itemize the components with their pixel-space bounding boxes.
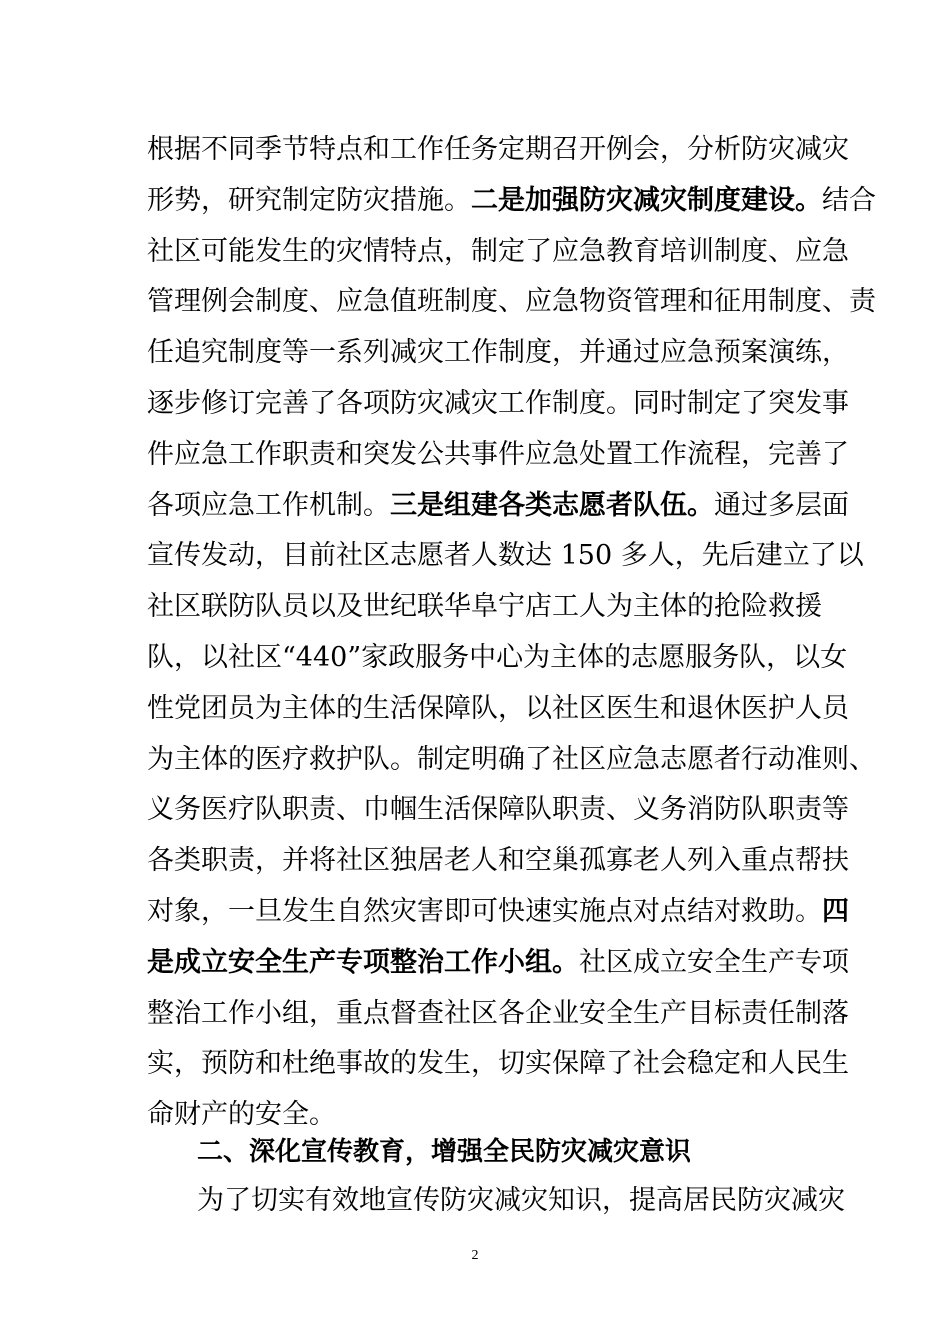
line-text: 各类职责，并将社区独居老人和空巢孤寡老人列入重点帮扶 xyxy=(147,845,849,876)
line-text: 实，预防和杜绝事故的发生，切实保障了社会稳定和人民生 xyxy=(147,1048,849,1079)
line-text: 通过多层面 xyxy=(714,490,849,521)
line-text: 社区可能发生的灾情特点，制定了应急教育培训制度、应急 xyxy=(147,236,849,267)
line-text: 社区联防队员以及世纪联华阜宁店工人为主体的抢险救援 xyxy=(147,591,822,622)
paragraph-line xyxy=(147,640,848,676)
line-text: 队，以社区“440”家政服务中心为主体的志愿服务队，以女 xyxy=(147,642,848,673)
line-text: 宣传发动，目前社区志愿者人数达 150 多人，先后建立了以 xyxy=(147,540,864,571)
paragraph-line xyxy=(147,1046,849,1082)
bold-emphasis-text: 四 xyxy=(822,896,849,927)
paragraph-line xyxy=(147,386,849,422)
line-text: 整治工作小组，重点督查社区各企业安全生产目标责任制落 xyxy=(147,998,849,1029)
page-number: 2 xyxy=(471,1248,479,1263)
paragraph-line xyxy=(147,945,849,981)
line-text: 命财产的安全。 xyxy=(147,1099,336,1130)
bold-emphasis-text: 是成立安全生产专项整治工作小组。 xyxy=(147,947,579,978)
paragraph-line xyxy=(147,132,849,168)
line-text: 逐步修订完善了各项防灾减灾工作制度。同时制定了突发事 xyxy=(147,388,849,419)
paragraph-line xyxy=(147,589,822,625)
line-text: 为主体的医疗救护队。制定明确了社区应急志愿者行动准则、 xyxy=(147,744,876,775)
paragraph-line xyxy=(147,691,849,727)
bold-emphasis-text: 三是组建各类志愿者队伍。 xyxy=(390,490,714,521)
paragraph-line xyxy=(147,792,849,828)
line-text: 管理例会制度、应急值班制度、应急物资管理和征用制度、责 xyxy=(147,286,876,317)
paragraph-line xyxy=(147,538,864,574)
paragraph-line xyxy=(147,437,849,473)
section-heading: 二、深化宣传教育，增强全民防灾减灾意识 xyxy=(197,1137,692,1167)
paragraph-line xyxy=(147,843,849,879)
paragraph-line xyxy=(147,234,849,270)
line-text: 社区成立安全生产专项 xyxy=(579,947,849,978)
paragraph-line xyxy=(147,996,849,1032)
paragraph-line xyxy=(147,488,849,524)
paragraph-line xyxy=(147,894,849,930)
paragraph-line xyxy=(147,284,876,320)
line-text: 性党团员为主体的生活保障队，以社区医生和退休医护人员 xyxy=(147,693,849,724)
line-text: 对象，一旦发生自然灾害即可快速实施点对点结对救助。 xyxy=(147,896,822,927)
paragraph-line: 为了切实有效地宣传防灾减灾知识，提高居民防灾减灾 xyxy=(197,1185,845,1216)
line-text: 结合 xyxy=(822,185,876,216)
paragraph-line xyxy=(147,183,876,219)
bold-emphasis-text: 二是加强防灾减灾制度建设。 xyxy=(471,185,822,216)
paragraph-line xyxy=(147,335,849,371)
line-text: 任追究制度等一系列减灾工作制度，并通过应急预案演练， xyxy=(147,337,849,368)
line-text: 根据不同季节特点和工作任务定期召开例会，分析防灾减灾 xyxy=(147,134,849,165)
paragraph-line xyxy=(147,1097,817,1133)
line-text: 各项应急工作机制。 xyxy=(147,490,390,521)
line-text: 形势，研究制定防灾措施。 xyxy=(147,185,471,216)
line-text: 义务医疗队职责、巾帼生活保障队职责、义务消防队职责等 xyxy=(147,794,849,825)
paragraph-line xyxy=(147,742,876,778)
line-text: 件应急工作职责和突发公共事件应急处置工作流程，完善了 xyxy=(147,439,849,470)
